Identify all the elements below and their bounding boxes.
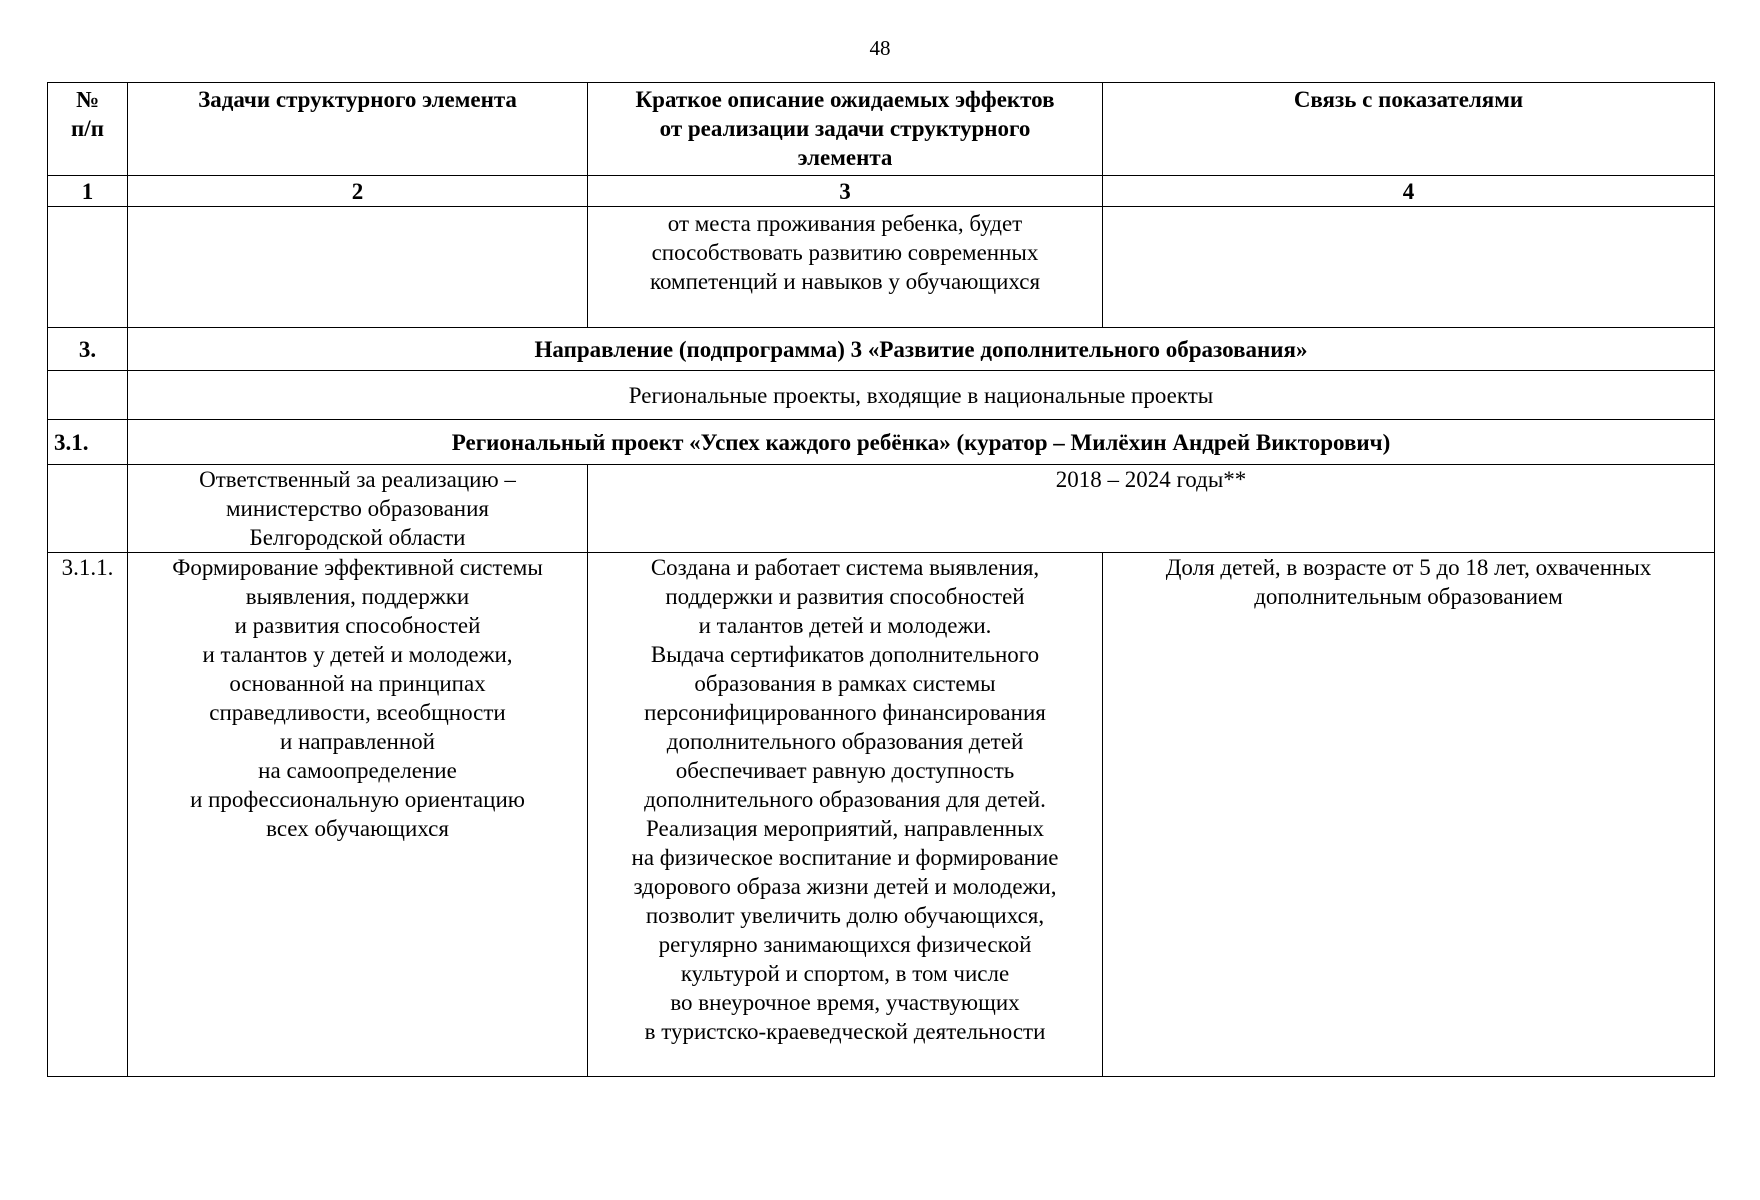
header-indicators: Связь с показателями	[1103, 83, 1715, 176]
header-effects: Краткое описание ожидаемых эффектов от реализации задачи структурного элемента	[588, 83, 1103, 176]
responsible-period: 2018 – 2024 годы**	[588, 465, 1715, 553]
continuation-effect: от места проживания ребенка, будет способствовать развитию современных компетенций и навыков у обучающихся	[588, 207, 1103, 328]
responsible-num	[48, 465, 128, 553]
column-numbers-row	[48, 176, 1715, 207]
responsible-row	[48, 465, 1715, 553]
continuation-row	[48, 207, 1715, 328]
structural-elements-table	[47, 82, 1715, 1077]
section-3-1-title: Региональный проект «Успех каждого ребёнка» (куратор – Милёхин Андрей Викторович)	[128, 420, 1715, 465]
continuation-task	[128, 207, 588, 328]
task-3-1-1-row	[48, 553, 1715, 1077]
task-3-1-1-indicator: Доля детей, в возрасте от 5 до 18 лет, охваченных дополнительным образованием	[1103, 553, 1715, 1077]
column-number: 4	[1103, 176, 1715, 207]
continuation-indicator	[1103, 207, 1715, 328]
column-number: 1	[48, 176, 128, 207]
section-3-1-row	[48, 420, 1715, 465]
task-3-1-1-effect: Создана и работает система выявления, поддержки и развития способностей и талантов детей и молодежи. Выдача сертификатов дополнительного образования в рамках системы персонифицированного финансирования дополнительного образования детей обеспечивает равную доступность дополнительного образования для детей. Реализация мероприятий, направленных на физическое воспитание и формирование здорового образа жизни детей и молодежи, позволит увеличить долю обучающихся, регулярно занимающихся физической культурой и спортом, в том числе во внеурочное время, участвующих в туристско-краеведческой деятельности	[588, 553, 1103, 1077]
continuation-num	[48, 207, 128, 328]
header-tasks: Задачи структурного элемента	[128, 83, 588, 176]
regional-projects-label: Региональные проекты, входящие в национальные проекты	[128, 371, 1715, 420]
page-number: 48	[869, 36, 891, 60]
task-3-1-1-num: 3.1.1.	[48, 553, 128, 1077]
column-number: 2	[128, 176, 588, 207]
section-3-1-num: 3.1.	[48, 420, 128, 465]
regional-projects-num	[48, 371, 128, 420]
section-3-num: 3.	[48, 328, 128, 371]
responsible-label: Ответственный за реализацию – министерство образования Белгородской области	[128, 465, 588, 553]
section-3-row	[48, 328, 1715, 371]
task-3-1-1-task: Формирование эффективной системы выявления, поддержки и развития способностей и талантов у детей и молодежи, основанной на принципах справедливости, всеобщности и направленной на самоопределение и профессиональную ориентацию всех обучающихся	[128, 553, 588, 1077]
regional-projects-row	[48, 371, 1715, 420]
table-header-row	[48, 83, 1715, 176]
section-3-title: Направление (подпрограмма) 3 «Развитие дополнительного образования»	[128, 328, 1715, 371]
header-num: № п/п	[48, 83, 128, 176]
column-number: 3	[588, 176, 1103, 207]
